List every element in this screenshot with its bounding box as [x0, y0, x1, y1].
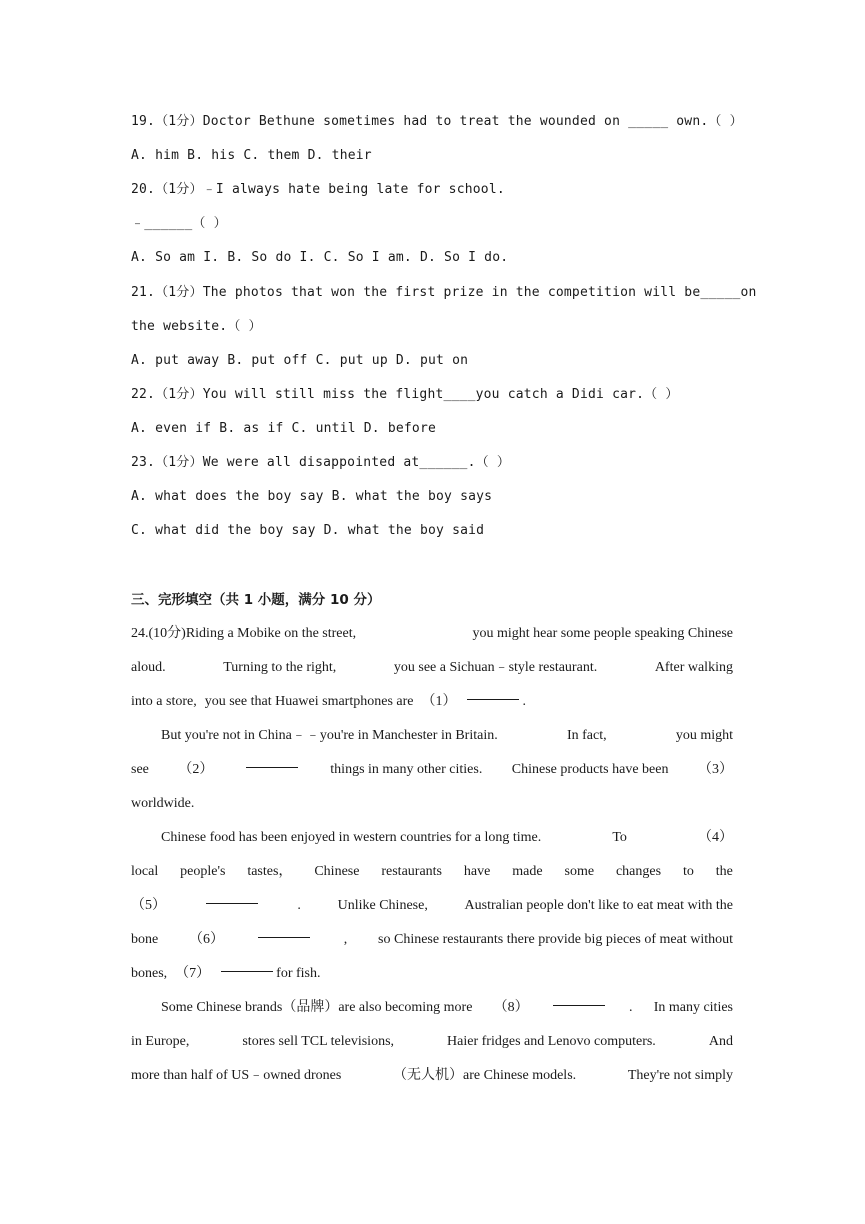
passage-line	[131, 685, 733, 719]
passage-text: tastes，	[247, 864, 293, 879]
passage-text: Chinese products have been	[511, 762, 669, 777]
passage-line	[131, 753, 733, 787]
passage-text: And	[708, 1034, 733, 1049]
passage-text: （6）	[189, 932, 225, 947]
passage-text: more than half of US﹣owned drones	[131, 1068, 342, 1083]
passage-line	[131, 1025, 733, 1059]
passage-line	[131, 923, 733, 957]
passage-text: you see that Huawei smartphones are	[204, 694, 414, 709]
answer-blank[interactable]	[553, 991, 605, 1006]
passage-text: （3）	[697, 762, 733, 777]
question-22-stem: 22.（1分）You will still miss the flight____you catch a Didi car.（ ）	[131, 387, 679, 402]
passage-text: worldwide.	[131, 796, 195, 811]
passage-line	[131, 651, 733, 685]
passage-text: In many cities	[653, 1000, 733, 1015]
passage-text: made	[512, 864, 543, 879]
passage-text: bone	[131, 932, 159, 947]
passage-line	[131, 991, 733, 1025]
passage-text: see	[131, 762, 149, 777]
passage-text: Australian people don't like to eat meat with the	[464, 898, 733, 913]
passage-text: （无人机）are Chinese models.	[393, 1068, 577, 1083]
cloze-passage	[131, 617, 733, 1093]
passage-text: bones,	[131, 966, 168, 981]
question-23-stem: 23.（1分）We were all disappointed at______.（ ）	[131, 455, 511, 470]
answer-blank[interactable]	[221, 957, 273, 972]
passage-text: But you're not in China﹣﹣you're in Manchester in Britain.	[161, 728, 498, 743]
passage-line	[131, 787, 733, 821]
passage-text: .	[629, 1000, 633, 1015]
passage-line	[131, 719, 733, 753]
passage-text: 24.(10分)Riding a Mobike on the street,	[131, 626, 357, 641]
passage-text: （8）	[493, 1000, 529, 1015]
passage-text: for fish.	[276, 966, 321, 981]
question-22-options: A. even if B. as if C. until D. before	[131, 421, 437, 436]
question-21-stem-cont: the website.（ ）	[131, 319, 262, 334]
passage-text: stores sell TCL televisions,	[242, 1034, 395, 1049]
answer-blank[interactable]	[258, 923, 310, 938]
question-20-options: A. So am I. B. So do I. C. So I am. D. So I do.	[131, 250, 509, 265]
passage-line	[131, 889, 733, 923]
passage-text: you might	[675, 728, 733, 743]
answer-blank[interactable]	[206, 889, 258, 904]
passage-text: you see a Sichuan﹣style restaurant.	[393, 660, 598, 675]
passage-text: changes	[615, 864, 662, 879]
passage-line	[131, 1059, 733, 1093]
question-21-options: A. put away B. put off C. put up D. put on	[131, 353, 469, 368]
answer-blank[interactable]	[246, 753, 298, 768]
passage-text: （4）	[698, 830, 733, 845]
passage-text: Chinese	[314, 864, 360, 879]
answer-blank[interactable]	[467, 685, 519, 700]
question-23-options-1: A. what does the boy say B. what the boy says	[131, 489, 493, 504]
passage-text: things in many other cities.	[330, 762, 483, 777]
section-heading: 三、完形填空（共 1 小题，满分 10 分）	[131, 592, 381, 608]
passage-text: restaurants	[381, 864, 443, 879]
passage-text: so Chinese restaurants there provide big pieces of meat without	[378, 932, 733, 947]
passage-text: （2）	[178, 762, 214, 777]
passage-text: （1）	[421, 694, 457, 709]
passage-text: （7）	[175, 966, 211, 981]
passage-text: They're not simply	[627, 1068, 733, 1083]
passage-text: local	[131, 864, 159, 879]
passage-line	[131, 957, 733, 991]
passage-text: ,	[343, 932, 348, 947]
passage-text: people's	[180, 864, 226, 879]
question-20-reply: ﹣______（ ）	[131, 216, 227, 231]
passage-text: the	[715, 864, 733, 879]
passage-text: Turning to the right,	[223, 660, 337, 675]
question-20-stem: 20.（1分）﹣I always hate being late for school.	[131, 182, 505, 197]
passage-text: Unlike Chinese,	[337, 898, 428, 913]
passage-text: To	[612, 830, 627, 845]
question-19-stem: 19.（1分）Doctor Bethune sometimes had to treat the wounded on _____ own.（ ）	[131, 114, 743, 129]
question-21-stem: 21.（1分）The photos that won the first prize in the competition will be_____on	[131, 285, 757, 300]
passage-text: .	[297, 898, 301, 913]
passage-text: In fact,	[566, 728, 607, 743]
question-19-options: A. him B. his C. them D. their	[131, 148, 372, 163]
passage-text: have	[463, 864, 491, 879]
passage-text: in Europe,	[131, 1034, 190, 1049]
passage-text: Chinese food has been enjoyed in western countries for a long time.	[161, 830, 542, 845]
passage-line	[131, 821, 733, 855]
passage-text: Haier fridges and Lenovo computers.	[447, 1034, 656, 1049]
passage-text: into a store,	[131, 694, 197, 709]
passage-line	[131, 617, 733, 651]
passage-text: aloud.	[131, 660, 166, 675]
passage-text: to	[682, 864, 694, 879]
passage-text: （5）	[131, 898, 166, 913]
question-23-options-2: C. what did the boy say D. what the boy said	[131, 523, 485, 538]
passage-text: After walking	[654, 660, 733, 675]
passage-text: some	[564, 864, 595, 879]
passage-text: Some Chinese brands（品牌）are also becoming more	[161, 1000, 473, 1015]
passage-line	[131, 855, 733, 889]
passage-text: .	[522, 694, 526, 709]
passage-text: you might hear some people speaking Chinese	[472, 626, 733, 641]
